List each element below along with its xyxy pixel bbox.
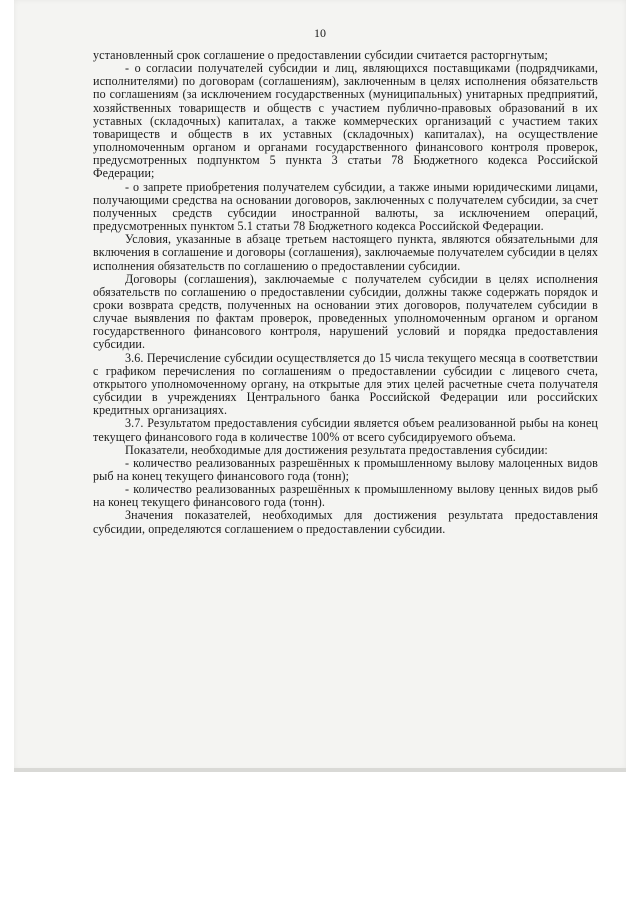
paragraph-currency-ban-clause: - о запрете приобретения получателем субсидии, а также иными юридическими лицами, получающими средства на основании договоров, заключенных с получателем субсидии, за счет полученных средств субсидии иностранной валюты, за исключением операций, предусмотренных пунктом 5.1 статьи 78 Бюджетного кодекса Российской Федерации. [93, 179, 598, 234]
scan-bottom-edge [14, 768, 626, 772]
paragraph-3-6-transfer: 3.6. Перечисление субсидии осуществляется до 15 числа текущего месяца в соответствии с графиком перечисления по соглашениям о предоставлении субсидии с лицевого счета, открытого уполномоченному органу, на открытые для этих целей расчетные счета получателя субсидии в учреждениях Центрального банка Российской Федерации или российских кредитных организациях. [93, 350, 598, 418]
paragraph-consent-clause: - о согласии получателей субсидии и лиц, являющихся поставщиками (подрядчиками, исполнителями) по договорам (соглашениям), заключенным в целях исполнения обязательств по соглашениям (за исключением государственных (муниципальных) унитарных предприятий, хозяйственных товариществ и обществ с участием публично-правовых образований в их уставных (складочных) капиталах, а также коммерческих организаций с участием таких товариществ и обществ в их уставных (складочных) капиталах), на осуществление уполномоченным органом и органами государственного финансового контроля проверок, предусмотренных подпунктом 5 пункта 3 статьи 78 Бюджетного кодекса Российской Федерации; [93, 61, 598, 181]
paragraph-indicators-intro: Показатели, необходимые для достижения результата предоставления субсидии: [125, 442, 548, 457]
paragraph-mandatory-conditions: Условия, указанные в абзаце третьем настоящего пункта, являются обязательными для включения в соглашение и договоры (соглашения), заключаемые получателем субсидии в целях исполнения обязательств по соглашению о предоставлении субсидии. [93, 232, 598, 273]
paragraph-3-7-result: 3.7. Результатом предоставления субсидии является объем реализованной рыбы на конец текущего финансового года в количестве 100% от всего субсидируемого объема. [93, 416, 598, 444]
page-number: 10 [314, 26, 326, 40]
paragraph-continuation: установленный срок соглашение о предоставлении субсидии считается расторгнутым; [93, 48, 548, 62]
paragraph-contracts-return: Договоры (соглашения), заключаемые с получателем субсидии в целях исполнения обязательств по соглашению о предоставлении субсидии, должны также содержать порядок и сроки возврата средств, полученных на основании этих договоров, получателем субсидии в случае выявления по фактам проверок, проведенных уполномоченным органом и органом государственного финансового контроля, нарушений условий и порядка предоставления субсидии. [93, 271, 598, 352]
paragraph-indicator-low-value-fish: - количество реализованных разрешённых к промышленному вылову малоценных видов рыб на конец текущего финансового года (тонн); [93, 455, 598, 483]
document-body [93, 49, 598, 536]
paragraph-indicator-valuable-fish: - количество реализованных разрешённых к промышленному вылову ценных видов рыб на конец текущего финансового года (тонн). [93, 482, 598, 510]
paragraph-indicator-values: Значения показателей, необходимых для достижения результата предоставления субсидии, определяются соглашением о предоставлении субсидии. [93, 508, 598, 536]
